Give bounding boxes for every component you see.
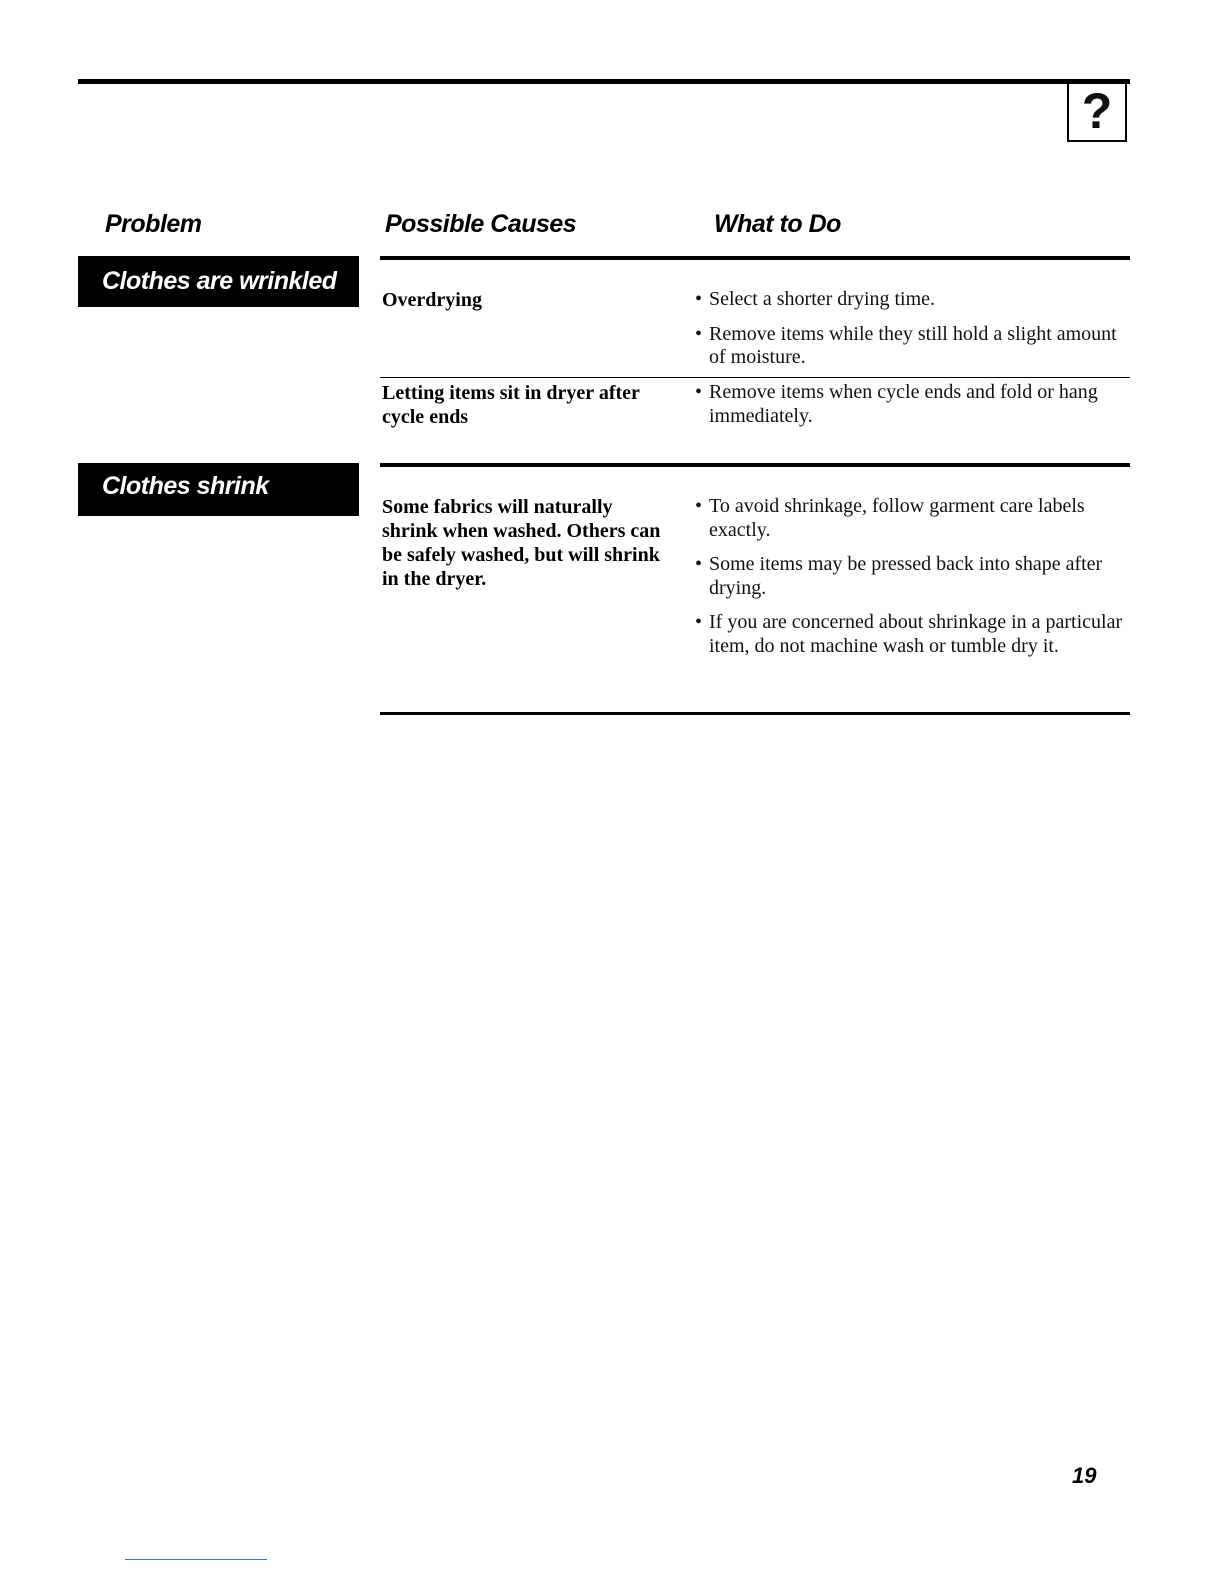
section-divider: [380, 463, 1130, 467]
column-header-todo: What to Do: [714, 210, 841, 238]
bullet-icon: •: [695, 495, 703, 517]
problem-label-wrinkled: Clothes are wrinkled: [78, 256, 359, 307]
column-header-causes: Possible Causes: [385, 210, 577, 238]
cause-fabrics-shrink: Some fabrics will naturally shrink when washed. Others can be safely washed, but will shrink in the dryer.: [382, 496, 661, 590]
section-divider: [380, 256, 1130, 260]
problem-label-shrink: Clothes shrink: [78, 463, 359, 516]
todo-item: • To avoid shrinkage, follow garment care labels exactly.: [695, 495, 1085, 541]
bullet-icon: •: [695, 611, 703, 633]
column-header-problem: Problem: [105, 210, 202, 238]
todo-item: • Some items may be pressed back into shape after drying.: [695, 553, 1103, 599]
todo-list: [695, 381, 1125, 439]
top-rule: [78, 79, 1130, 84]
footer-link-line: [125, 1559, 267, 1560]
bullet-icon: •: [695, 553, 703, 575]
cause-letting-items-sit: Letting items sit in dryer after cycle ends: [382, 382, 640, 428]
todo-item: • Remove items while they still hold a slight amount of moisture.: [695, 322, 1117, 368]
todo-list: [695, 495, 1125, 669]
todo-item: • Select a shorter drying time.: [695, 288, 936, 310]
todo-item: • Remove items when cycle ends and fold or hang immediately.: [695, 381, 1098, 427]
bullet-icon: •: [695, 322, 703, 345]
page-number: 19: [1072, 1463, 1097, 1488]
row-divider: [380, 377, 1130, 378]
todo-item: • If you are concerned about shrinkage in a particular item, do not machine wash or tumble dry it.: [695, 611, 1123, 657]
table-bottom-rule: [380, 712, 1130, 715]
bullet-icon: •: [695, 381, 703, 403]
help-question-icon: ?: [1067, 82, 1127, 142]
cause-overdrying: Overdrying: [382, 289, 482, 311]
todo-list: [695, 288, 1125, 381]
bullet-icon: •: [695, 288, 703, 310]
